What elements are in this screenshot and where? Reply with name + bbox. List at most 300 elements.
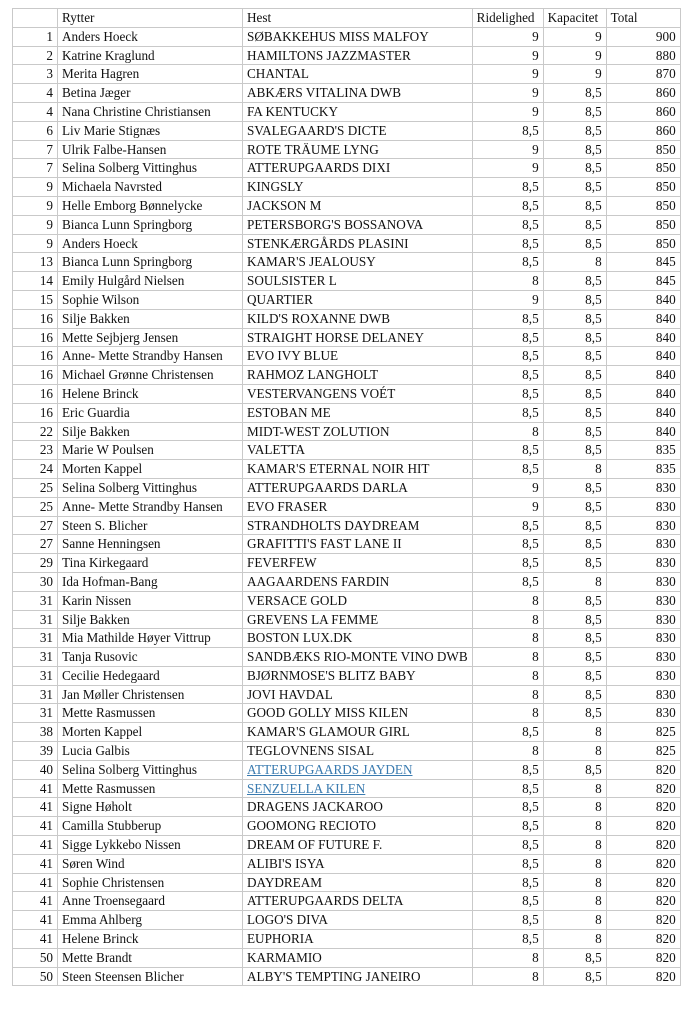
rider-cell: Mette Brandt — [58, 948, 243, 967]
table-row — [13, 948, 681, 967]
ridelighed-cell: 8,5 — [472, 403, 543, 422]
ridelighed-cell: 8 — [472, 629, 543, 648]
horse-link[interactable]: SENZUELLA KILEN — [247, 780, 366, 796]
rank-cell: 25 — [13, 478, 58, 497]
ridelighed-cell: 8,5 — [472, 460, 543, 479]
total-cell: 830 — [606, 516, 680, 535]
table-row — [13, 215, 681, 234]
rank-cell: 30 — [13, 572, 58, 591]
ridelighed-cell: 8,5 — [472, 178, 543, 197]
ridelighed-cell: 8,5 — [472, 121, 543, 140]
ridelighed-cell: 8,5 — [472, 441, 543, 460]
header-rider: Rytter — [58, 9, 243, 28]
total-cell: 845 — [606, 253, 680, 272]
table-row — [13, 854, 681, 873]
rank-cell: 41 — [13, 836, 58, 855]
total-cell: 840 — [606, 366, 680, 385]
table-row — [13, 591, 681, 610]
rider-cell: Anders Hoeck — [58, 234, 243, 253]
total-cell: 820 — [606, 854, 680, 873]
rank-cell: 4 — [13, 84, 58, 103]
kapacitet-cell: 8,5 — [543, 516, 606, 535]
ridelighed-cell: 9 — [472, 290, 543, 309]
horse-cell: VESTERVANGENS VOÉT — [243, 384, 473, 403]
total-cell: 820 — [606, 798, 680, 817]
table-row — [13, 272, 681, 291]
rank-cell: 24 — [13, 460, 58, 479]
rider-cell: Morten Kappel — [58, 460, 243, 479]
rider-cell: Sophie Christensen — [58, 873, 243, 892]
horse-cell: GOOMONG RECIOTO — [243, 817, 473, 836]
kapacitet-cell: 8,5 — [543, 102, 606, 121]
ridelighed-cell: 8 — [472, 967, 543, 986]
table-row — [13, 121, 681, 140]
rider-cell: Mette Sejbjerg Jensen — [58, 328, 243, 347]
horse-cell: ABKÆRS VITALINA DWB — [243, 84, 473, 103]
ridelighed-cell: 8 — [472, 685, 543, 704]
kapacitet-cell: 8,5 — [543, 309, 606, 328]
total-cell: 850 — [606, 234, 680, 253]
kapacitet-cell: 8 — [543, 892, 606, 911]
ridelighed-cell: 8,5 — [472, 309, 543, 328]
total-cell: 820 — [606, 779, 680, 798]
rider-cell: Selina Solberg Vittinghus — [58, 478, 243, 497]
rider-cell: Silje Bakken — [58, 422, 243, 441]
kapacitet-cell: 8,5 — [543, 366, 606, 385]
rank-cell: 41 — [13, 854, 58, 873]
table-row — [13, 742, 681, 761]
total-cell: 830 — [606, 685, 680, 704]
rank-cell: 40 — [13, 760, 58, 779]
kapacitet-cell: 8,5 — [543, 610, 606, 629]
rider-cell: Helene Brinck — [58, 384, 243, 403]
ridelighed-cell: 8,5 — [472, 723, 543, 742]
total-cell: 830 — [606, 629, 680, 648]
table-row — [13, 478, 681, 497]
rank-cell: 38 — [13, 723, 58, 742]
total-cell: 830 — [606, 554, 680, 573]
ridelighed-cell: 8 — [472, 948, 543, 967]
horse-cell: LOGO'S DIVA — [243, 911, 473, 930]
horse-cell: ATTERUPGAARDS DARLA — [243, 478, 473, 497]
ridelighed-cell: 9 — [472, 65, 543, 84]
total-cell: 840 — [606, 403, 680, 422]
rider-cell: Anders Hoeck — [58, 27, 243, 46]
table-row — [13, 760, 681, 779]
total-cell: 840 — [606, 347, 680, 366]
rank-cell: 41 — [13, 873, 58, 892]
ridelighed-cell: 8,5 — [472, 892, 543, 911]
rider-cell: Ida Hofman-Bang — [58, 572, 243, 591]
rider-cell: Lucia Galbis — [58, 742, 243, 761]
kapacitet-cell: 8,5 — [543, 967, 606, 986]
rank-cell: 41 — [13, 892, 58, 911]
total-cell: 830 — [606, 591, 680, 610]
kapacitet-cell: 8,5 — [543, 666, 606, 685]
ridelighed-cell: 8,5 — [472, 253, 543, 272]
kapacitet-cell: 8 — [543, 817, 606, 836]
table-row — [13, 911, 681, 930]
kapacitet-cell: 8,5 — [543, 629, 606, 648]
table-row — [13, 704, 681, 723]
total-cell: 860 — [606, 121, 680, 140]
total-cell: 900 — [606, 27, 680, 46]
ridelighed-cell: 9 — [472, 159, 543, 178]
table-row — [13, 873, 681, 892]
rank-cell: 7 — [13, 140, 58, 159]
horse-cell: QUARTIER — [243, 290, 473, 309]
kapacitet-cell: 8 — [543, 779, 606, 798]
horse-cell: KINGSLY — [243, 178, 473, 197]
ridelighed-cell: 8 — [472, 648, 543, 667]
horse-cell: ATTERUPGAARDS DIXI — [243, 159, 473, 178]
table-row — [13, 290, 681, 309]
rank-cell: 31 — [13, 704, 58, 723]
rider-cell: Silje Bakken — [58, 309, 243, 328]
table-row — [13, 460, 681, 479]
ridelighed-cell: 9 — [472, 102, 543, 121]
rank-cell: 16 — [13, 384, 58, 403]
rider-cell: Morten Kappel — [58, 723, 243, 742]
horse-cell: MIDT-WEST ZOLUTION — [243, 422, 473, 441]
ridelighed-cell: 8,5 — [472, 836, 543, 855]
rider-cell: Marie W Poulsen — [58, 441, 243, 460]
rank-cell: 14 — [13, 272, 58, 291]
horse-cell: SOULSISTER L — [243, 272, 473, 291]
table-row — [13, 930, 681, 949]
total-cell: 820 — [606, 817, 680, 836]
rank-cell: 31 — [13, 591, 58, 610]
rider-cell: Tanja Rusovic — [58, 648, 243, 667]
table-row — [13, 253, 681, 272]
table-row — [13, 102, 681, 121]
table-row — [13, 65, 681, 84]
table-row — [13, 46, 681, 65]
header-horse: Hest — [243, 9, 473, 28]
rank-cell: 41 — [13, 779, 58, 798]
horse-cell: STRAIGHT HORSE DELANEY — [243, 328, 473, 347]
kapacitet-cell: 8,5 — [543, 648, 606, 667]
table-row — [13, 967, 681, 986]
rider-cell: Signe Høholt — [58, 798, 243, 817]
rank-cell: 9 — [13, 196, 58, 215]
table-row — [13, 347, 681, 366]
total-cell: 830 — [606, 572, 680, 591]
rider-cell: Cecilie Hedegaard — [58, 666, 243, 685]
table-row — [13, 892, 681, 911]
rank-cell: 16 — [13, 328, 58, 347]
table-row — [13, 666, 681, 685]
kapacitet-cell: 8,5 — [543, 272, 606, 291]
table-row — [13, 441, 681, 460]
total-cell: 840 — [606, 309, 680, 328]
total-cell: 830 — [606, 610, 680, 629]
rider-cell: Karin Nissen — [58, 591, 243, 610]
table-row — [13, 516, 681, 535]
ridelighed-cell: 9 — [472, 497, 543, 516]
total-cell: 840 — [606, 290, 680, 309]
total-cell: 825 — [606, 723, 680, 742]
rider-cell: Helle Emborg Bønnelycke — [58, 196, 243, 215]
horse-cell: VALETTA — [243, 441, 473, 460]
ridelighed-cell: 9 — [472, 27, 543, 46]
ridelighed-cell: 8,5 — [472, 572, 543, 591]
rider-cell: Betina Jæger — [58, 84, 243, 103]
kapacitet-cell: 8 — [543, 253, 606, 272]
total-cell: 820 — [606, 892, 680, 911]
horse-cell: KAMAR'S ETERNAL NOIR HIT — [243, 460, 473, 479]
rank-cell: 27 — [13, 535, 58, 554]
ridelighed-cell: 8,5 — [472, 817, 543, 836]
rider-cell: Selina Solberg Vittinghus — [58, 760, 243, 779]
kapacitet-cell: 8 — [543, 798, 606, 817]
kapacitet-cell: 8,5 — [543, 121, 606, 140]
rank-cell: 25 — [13, 497, 58, 516]
table-row — [13, 817, 681, 836]
header-row — [13, 9, 681, 28]
rank-cell: 22 — [13, 422, 58, 441]
table-row — [13, 572, 681, 591]
table-row — [13, 648, 681, 667]
horse-cell: VERSACE GOLD — [243, 591, 473, 610]
horse-cell: KAMAR'S JEALOUSY — [243, 253, 473, 272]
kapacitet-cell: 8,5 — [543, 441, 606, 460]
rider-cell: Emily Hulgård Nielsen — [58, 272, 243, 291]
horse-cell: JACKSON M — [243, 196, 473, 215]
horse-cell: EVO IVY BLUE — [243, 347, 473, 366]
total-cell: 870 — [606, 65, 680, 84]
horse-cell: ROTE TRÄUME LYNG — [243, 140, 473, 159]
kapacitet-cell: 8,5 — [543, 554, 606, 573]
total-cell: 860 — [606, 84, 680, 103]
table-row — [13, 779, 681, 798]
ridelighed-cell: 8,5 — [472, 234, 543, 253]
total-cell: 830 — [606, 535, 680, 554]
horse-cell: SVALEGAARD'S DICTE — [243, 121, 473, 140]
horse-cell: STRANDHOLTS DAYDREAM — [243, 516, 473, 535]
rider-cell: Anne Troensegaard — [58, 892, 243, 911]
kapacitet-cell: 8 — [543, 723, 606, 742]
kapacitet-cell: 8 — [543, 911, 606, 930]
ridelighed-cell: 8,5 — [472, 854, 543, 873]
rider-cell: Steen S. Blicher — [58, 516, 243, 535]
table-row — [13, 554, 681, 573]
horse-cell: EUPHORIA — [243, 930, 473, 949]
kapacitet-cell: 8,5 — [543, 84, 606, 103]
rank-cell: 1 — [13, 27, 58, 46]
rider-cell: Sigge Lykkebo Nissen — [58, 836, 243, 855]
rider-cell: Sophie Wilson — [58, 290, 243, 309]
table-row — [13, 629, 681, 648]
rider-cell: Sanne Henningsen — [58, 535, 243, 554]
table-row — [13, 422, 681, 441]
table-row — [13, 328, 681, 347]
kapacitet-cell: 8,5 — [543, 347, 606, 366]
rider-cell: Michael Grønne Christensen — [58, 366, 243, 385]
rank-cell: 15 — [13, 290, 58, 309]
table-row — [13, 84, 681, 103]
horse-cell: FA KENTUCKY — [243, 102, 473, 121]
rider-cell: Camilla Stubberup — [58, 817, 243, 836]
rank-cell: 41 — [13, 817, 58, 836]
rider-cell: Steen Steensen Blicher — [58, 967, 243, 986]
ridelighed-cell: 8,5 — [472, 911, 543, 930]
total-cell: 820 — [606, 760, 680, 779]
header-kapacitet: Kapacitet — [543, 9, 606, 28]
header-total: Total — [606, 9, 680, 28]
kapacitet-cell: 8 — [543, 742, 606, 761]
total-cell: 835 — [606, 460, 680, 479]
rank-cell: 16 — [13, 403, 58, 422]
table-row — [13, 497, 681, 516]
horse-cell: TEGLOVNENS SISAL — [243, 742, 473, 761]
table-row — [13, 159, 681, 178]
total-cell: 840 — [606, 384, 680, 403]
rider-cell: Michaela Navrsted — [58, 178, 243, 197]
kapacitet-cell: 8,5 — [543, 196, 606, 215]
kapacitet-cell: 8 — [543, 572, 606, 591]
table-row — [13, 798, 681, 817]
table-row — [13, 384, 681, 403]
kapacitet-cell: 8,5 — [543, 948, 606, 967]
total-cell: 830 — [606, 648, 680, 667]
horse-cell: DRAGENS JACKAROO — [243, 798, 473, 817]
total-cell: 830 — [606, 478, 680, 497]
rider-cell: Tina Kirkegaard — [58, 554, 243, 573]
rider-cell: Søren Wind — [58, 854, 243, 873]
total-cell: 880 — [606, 46, 680, 65]
kapacitet-cell: 8,5 — [543, 591, 606, 610]
horse-cell: GREVENS LA FEMME — [243, 610, 473, 629]
rider-cell: Emma Ahlberg — [58, 911, 243, 930]
header-rank — [13, 9, 58, 28]
ridelighed-cell: 9 — [472, 140, 543, 159]
horse-cell: CHANTAL — [243, 65, 473, 84]
total-cell: 830 — [606, 704, 680, 723]
rider-cell: Anne- Mette Strandby Hansen — [58, 497, 243, 516]
rank-cell: 27 — [13, 516, 58, 535]
total-cell: 820 — [606, 967, 680, 986]
horse-cell: KAMAR'S GLAMOUR GIRL — [243, 723, 473, 742]
rank-cell: 31 — [13, 648, 58, 667]
ridelighed-cell: 8,5 — [472, 535, 543, 554]
kapacitet-cell: 9 — [543, 27, 606, 46]
kapacitet-cell: 8,5 — [543, 497, 606, 516]
horse-cell: EVO FRASER — [243, 497, 473, 516]
total-cell: 820 — [606, 911, 680, 930]
kapacitet-cell: 8 — [543, 460, 606, 479]
rider-cell: Nana Christine Christiansen — [58, 102, 243, 121]
rider-cell: Bianca Lunn Springborg — [58, 215, 243, 234]
rank-cell: 7 — [13, 159, 58, 178]
horse-cell: KILD'S ROXANNE DWB — [243, 309, 473, 328]
total-cell: 860 — [606, 102, 680, 121]
rider-cell: Ulrik Falbe-Hansen — [58, 140, 243, 159]
table-row — [13, 535, 681, 554]
rider-cell: Silje Bakken — [58, 610, 243, 629]
rank-cell: 23 — [13, 441, 58, 460]
rider-cell: Eric Guardia — [58, 403, 243, 422]
kapacitet-cell: 8,5 — [543, 403, 606, 422]
results-table — [12, 8, 681, 986]
horse-cell: JOVI HAVDAL — [243, 685, 473, 704]
ridelighed-cell: 8,5 — [472, 930, 543, 949]
horse-cell: FEVERFEW — [243, 554, 473, 573]
kapacitet-cell: 8,5 — [543, 178, 606, 197]
rider-cell: Merita Hagren — [58, 65, 243, 84]
horse-cell: ESTOBAN ME — [243, 403, 473, 422]
total-cell: 850 — [606, 178, 680, 197]
ridelighed-cell: 8,5 — [472, 384, 543, 403]
ridelighed-cell: 8,5 — [472, 798, 543, 817]
rank-cell: 16 — [13, 366, 58, 385]
rank-cell: 41 — [13, 930, 58, 949]
rider-cell: Mette Rasmussen — [58, 704, 243, 723]
kapacitet-cell: 8,5 — [543, 704, 606, 723]
kapacitet-cell: 8,5 — [543, 234, 606, 253]
kapacitet-cell: 8,5 — [543, 215, 606, 234]
horse-cell: ATTERUPGAARDS DELTA — [243, 892, 473, 911]
ridelighed-cell: 8,5 — [472, 873, 543, 892]
total-cell: 820 — [606, 930, 680, 949]
rank-cell: 16 — [13, 347, 58, 366]
table-row — [13, 723, 681, 742]
rank-cell: 4 — [13, 102, 58, 121]
kapacitet-cell: 8,5 — [543, 685, 606, 704]
rank-cell: 3 — [13, 65, 58, 84]
ridelighed-cell: 8,5 — [472, 196, 543, 215]
kapacitet-cell: 9 — [543, 65, 606, 84]
horse-link[interactable]: ATTERUPGAARDS JAYDEN — [247, 761, 413, 777]
kapacitet-cell: 8,5 — [543, 478, 606, 497]
table-row — [13, 403, 681, 422]
kapacitet-cell: 8,5 — [543, 290, 606, 309]
ridelighed-cell: 9 — [472, 46, 543, 65]
rank-cell: 50 — [13, 967, 58, 986]
total-cell: 850 — [606, 159, 680, 178]
rank-cell: 31 — [13, 610, 58, 629]
horse-cell: DREAM OF FUTURE F. — [243, 836, 473, 855]
ridelighed-cell: 8 — [472, 742, 543, 761]
horse-cell: SANDBÆKS RIO-MONTE VINO DWB — [243, 648, 473, 667]
rank-cell: 16 — [13, 309, 58, 328]
rank-cell: 9 — [13, 215, 58, 234]
total-cell: 840 — [606, 422, 680, 441]
kapacitet-cell: 8,5 — [543, 159, 606, 178]
kapacitet-cell: 8,5 — [543, 535, 606, 554]
horse-cell: AAGAARDENS FARDIN — [243, 572, 473, 591]
horse-cell — [243, 760, 473, 779]
total-cell: 835 — [606, 441, 680, 460]
ridelighed-cell: 9 — [472, 478, 543, 497]
rank-cell: 29 — [13, 554, 58, 573]
horse-cell — [243, 779, 473, 798]
rank-cell: 2 — [13, 46, 58, 65]
rider-cell: Mia Mathilde Høyer Vittrup — [58, 629, 243, 648]
horse-cell: GRAFITTI'S FAST LANE II — [243, 535, 473, 554]
table-row — [13, 366, 681, 385]
rider-cell: Anne- Mette Strandby Hansen — [58, 347, 243, 366]
rider-cell: Liv Marie Stignæs — [58, 121, 243, 140]
rank-cell: 39 — [13, 742, 58, 761]
ridelighed-cell: 8 — [472, 422, 543, 441]
ridelighed-cell: 9 — [472, 84, 543, 103]
horse-cell: KARMAMIO — [243, 948, 473, 967]
table-row — [13, 836, 681, 855]
ridelighed-cell: 8 — [472, 610, 543, 629]
horse-cell: HAMILTONS JAZZMASTER — [243, 46, 473, 65]
rank-cell: 31 — [13, 629, 58, 648]
